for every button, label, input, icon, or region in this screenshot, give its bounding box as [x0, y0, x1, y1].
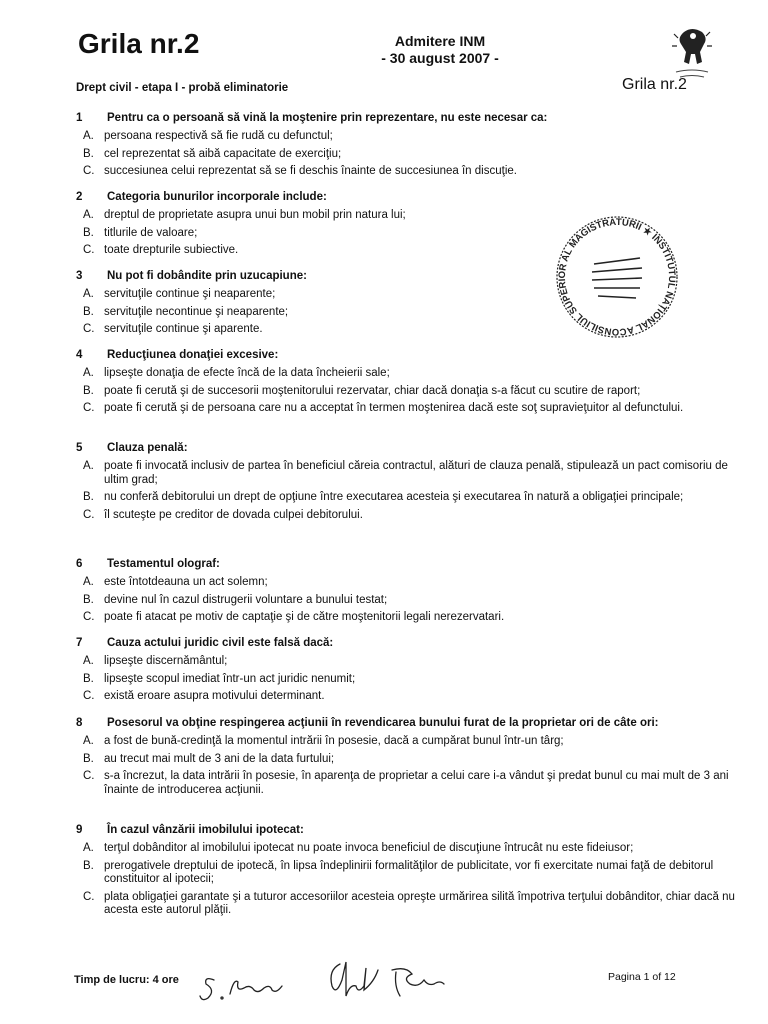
- question-number: 3: [76, 270, 83, 282]
- answer-option[interactable]: [76, 891, 736, 918]
- option-letter: C.: [83, 770, 95, 782]
- option-letter: A.: [83, 288, 94, 300]
- answer-option[interactable]: [76, 594, 736, 608]
- option-letter: B.: [83, 491, 94, 503]
- answer-option[interactable]: [76, 611, 736, 625]
- question-number: 4: [76, 349, 83, 361]
- option-text: servituţile continue şi neaparente;: [104, 288, 276, 300]
- question-heading: [76, 441, 736, 456]
- option-text: toate drepturile subiective.: [104, 244, 239, 256]
- answer-option[interactable]: [76, 460, 736, 487]
- option-letter: C.: [83, 323, 95, 335]
- option-text: titlurile de valoare;: [104, 226, 198, 239]
- option-text: poate fi atacat pe motiv de captaţie şi de către moştenitorii legali nerezervatari.: [104, 611, 505, 623]
- page-number: Pagina 1 of 12: [608, 971, 676, 983]
- stamp-text: CONSILIUL SUPERIOR AL MAGISTRATURII ★ INSTITUTUL NAȚIONAL AL: [556, 216, 678, 338]
- option-text: lipseşte discernământul;: [104, 655, 228, 667]
- question-text: Posesorul va obţine respingerea acţiunii în revendicarea bunului furat de la proprietar ori de câte ori:: [107, 717, 659, 729]
- option-letter: A.: [83, 842, 94, 854]
- question-number: 7: [76, 637, 83, 649]
- option-letter: C.: [83, 890, 95, 903]
- option-letter: A.: [83, 460, 94, 472]
- question-heading: [76, 348, 736, 363]
- option-letter: B.: [83, 672, 94, 685]
- option-text: există eroare asupra motivului determinant.: [104, 690, 325, 702]
- answer-option[interactable]: [76, 576, 736, 590]
- question-number: 2: [76, 191, 83, 203]
- option-text: succesiunea celui reprezentat să se fi deschis înainte de succesiunea în discuţie.: [104, 165, 517, 177]
- option-text: este întotdeauna un act solemn;: [104, 576, 268, 588]
- option-letter: B.: [83, 384, 94, 397]
- option-text: devine nul în cazul distrugerii voluntare a bunului testat;: [104, 593, 388, 606]
- answer-option[interactable]: [76, 288, 736, 302]
- option-text: servituţile continue şi aparente.: [104, 323, 263, 335]
- option-letter: A.: [83, 576, 94, 588]
- question-text: În cazul vânzării imobilului ipotecat:: [107, 824, 304, 836]
- option-text: s-a încrezut, la data intrării în posesie, în aparenţa de proprietar a celui care i-a vândut şi predat bunul cu mai mult de 3 ani înainte de introducerea acţiunii.: [104, 770, 729, 796]
- option-text: îl scuteşte pe creditor de dovada culpei debitorului.: [104, 508, 363, 521]
- option-text: servituţile necontinue şi neaparente;: [104, 305, 289, 318]
- option-text: plata obligaţiei garantate şi a tuturor accesoriilor acesteia opreşte urmărirea silită împotriva terţului dobânditor, chiar dacă nu acesta este autorul plăţii.: [104, 890, 735, 916]
- option-letter: B.: [83, 226, 94, 239]
- option-text: poate fi cerută şi de persoana care nu a acceptat în termen moştenirea dacă este soţ supravieţuitor al defunctului.: [104, 402, 684, 414]
- question-text: Testamentul olograf:: [107, 558, 220, 570]
- option-letter: A.: [83, 130, 94, 142]
- option-letter: A.: [83, 367, 94, 379]
- question-5: [76, 441, 736, 522]
- answer-option[interactable]: [76, 860, 736, 887]
- option-text: prerogativele dreptului de ipotecă, în lipsa îndeplinirii formalităţilor de publicitate, vor fi exercitate numai faţă de debitorul constituitor al ipotecii;: [104, 859, 714, 885]
- question-number: 1: [76, 112, 83, 124]
- question-9: [76, 823, 736, 918]
- answer-option[interactable]: [76, 735, 736, 749]
- question-3: [76, 269, 736, 337]
- question-7: [76, 636, 736, 704]
- answer-option[interactable]: [76, 770, 736, 797]
- question-heading: [76, 269, 736, 284]
- option-letter: A.: [83, 735, 94, 747]
- question-heading: [76, 716, 736, 731]
- question-heading: [76, 636, 736, 651]
- answer-option[interactable]: [76, 690, 736, 704]
- option-text: dreptul de proprietate asupra unui bun mobil prin natura lui;: [104, 209, 406, 221]
- answer-option[interactable]: [76, 753, 736, 767]
- option-letter: A.: [83, 209, 94, 221]
- option-letter: B.: [83, 305, 94, 318]
- question-4: [76, 348, 736, 416]
- option-text: poate fi cerută şi de succesorii moştenitorului rezervatar, chiar dacă donaţia s-a făcut cu scutire de raport;: [104, 384, 641, 397]
- answer-option[interactable]: [76, 673, 736, 687]
- option-letter: C.: [83, 244, 95, 256]
- answer-option[interactable]: [76, 367, 736, 381]
- answer-option[interactable]: [76, 227, 736, 241]
- option-letter: A.: [83, 655, 94, 667]
- question-6: [76, 557, 736, 625]
- answer-option[interactable]: [76, 509, 736, 523]
- time-limit: Timp de lucru: 4 ore: [74, 974, 179, 986]
- option-letter: C.: [83, 402, 95, 414]
- grila-label-right: Grila nr.2: [622, 76, 687, 93]
- institute-logo: [662, 26, 722, 84]
- option-text: terţul dobânditor al imobilului ipotecat nu poate invoca beneficiul de discuţiune întrucât nu este fideiusor;: [104, 842, 634, 854]
- handwritten-signatures: [198, 950, 468, 1010]
- option-letter: C.: [83, 165, 95, 177]
- question-heading: [76, 557, 736, 572]
- question-text: Clauza penală:: [107, 442, 188, 454]
- answer-option[interactable]: [76, 209, 736, 223]
- option-text: nu conferă debitorului un drept de opţiune între executarea acesteia şi executarea în natură a obligaţiei principale;: [104, 491, 684, 503]
- answer-option[interactable]: [76, 323, 736, 337]
- question-text: Pentru ca o persoană să vină la moştenire prin reprezentare, nu este necesar ca:: [107, 112, 548, 124]
- option-letter: B.: [83, 752, 94, 765]
- question-text: Cauza actului juridic civil este falsă dacă:: [107, 637, 334, 649]
- option-letter: B.: [83, 859, 94, 872]
- answer-option[interactable]: [76, 148, 736, 162]
- question-2: [76, 190, 736, 258]
- subject-line: Drept civil - etapa I - probă eliminatorie: [76, 82, 289, 94]
- question-heading: [76, 111, 736, 126]
- question-1: [76, 111, 736, 179]
- option-text: persoana respectivă să fie rudă cu defunctul;: [104, 130, 333, 142]
- answer-option[interactable]: [76, 491, 736, 505]
- exam-date: - 30 august 2007 -: [381, 50, 499, 66]
- option-letter: B.: [83, 593, 94, 606]
- question-text: Reducţiunea donaţiei excesive:: [107, 349, 279, 361]
- answer-option[interactable]: [76, 402, 736, 416]
- option-text: lipseşte donaţia de efecte încă de la data încheierii sale;: [104, 367, 390, 379]
- exam-name: Admitere INM: [394, 33, 486, 49]
- answer-option[interactable]: [76, 385, 736, 399]
- question-number: 9: [76, 824, 83, 836]
- option-text: a fost de bună-credinţă la momentul intrării în posesie, dacă a cumpărat bunul într-un târg;: [104, 735, 564, 747]
- question-8: [76, 716, 736, 797]
- option-letter: C.: [83, 690, 95, 702]
- option-text: au trecut mai mult de 3 ani de la data furtului;: [104, 752, 335, 765]
- option-text: lipseşte scopul imediat într-un act juridic nenumit;: [104, 672, 356, 685]
- option-letter: B.: [83, 147, 94, 160]
- question-number: 8: [76, 717, 83, 729]
- answer-option[interactable]: [76, 165, 736, 179]
- answer-option[interactable]: [76, 842, 736, 856]
- option-text: cel reprezentat să aibă capacitate de exerciţiu;: [104, 147, 342, 160]
- answer-option[interactable]: [76, 130, 736, 144]
- answer-option[interactable]: [76, 655, 736, 669]
- question-text: Categoria bunurilor incorporale include:: [107, 191, 327, 203]
- question-number: 6: [76, 558, 83, 570]
- question-heading: [76, 823, 736, 838]
- grila-title: Grila nr.2: [78, 28, 200, 59]
- question-heading: [76, 190, 736, 205]
- answer-option[interactable]: [76, 244, 736, 258]
- option-text: poate fi invocată inclusiv de partea în beneficiul căreia contractul, alături de clauza penală, stipulează un pact comisoriu de ultim grad;: [104, 460, 728, 486]
- option-letter: C.: [83, 508, 95, 521]
- exam-heading: [360, 33, 520, 67]
- option-letter: C.: [83, 611, 95, 623]
- question-number: 5: [76, 442, 83, 454]
- answer-option[interactable]: [76, 306, 736, 320]
- question-text: Nu pot fi dobândite prin uzucapiune:: [107, 270, 307, 282]
